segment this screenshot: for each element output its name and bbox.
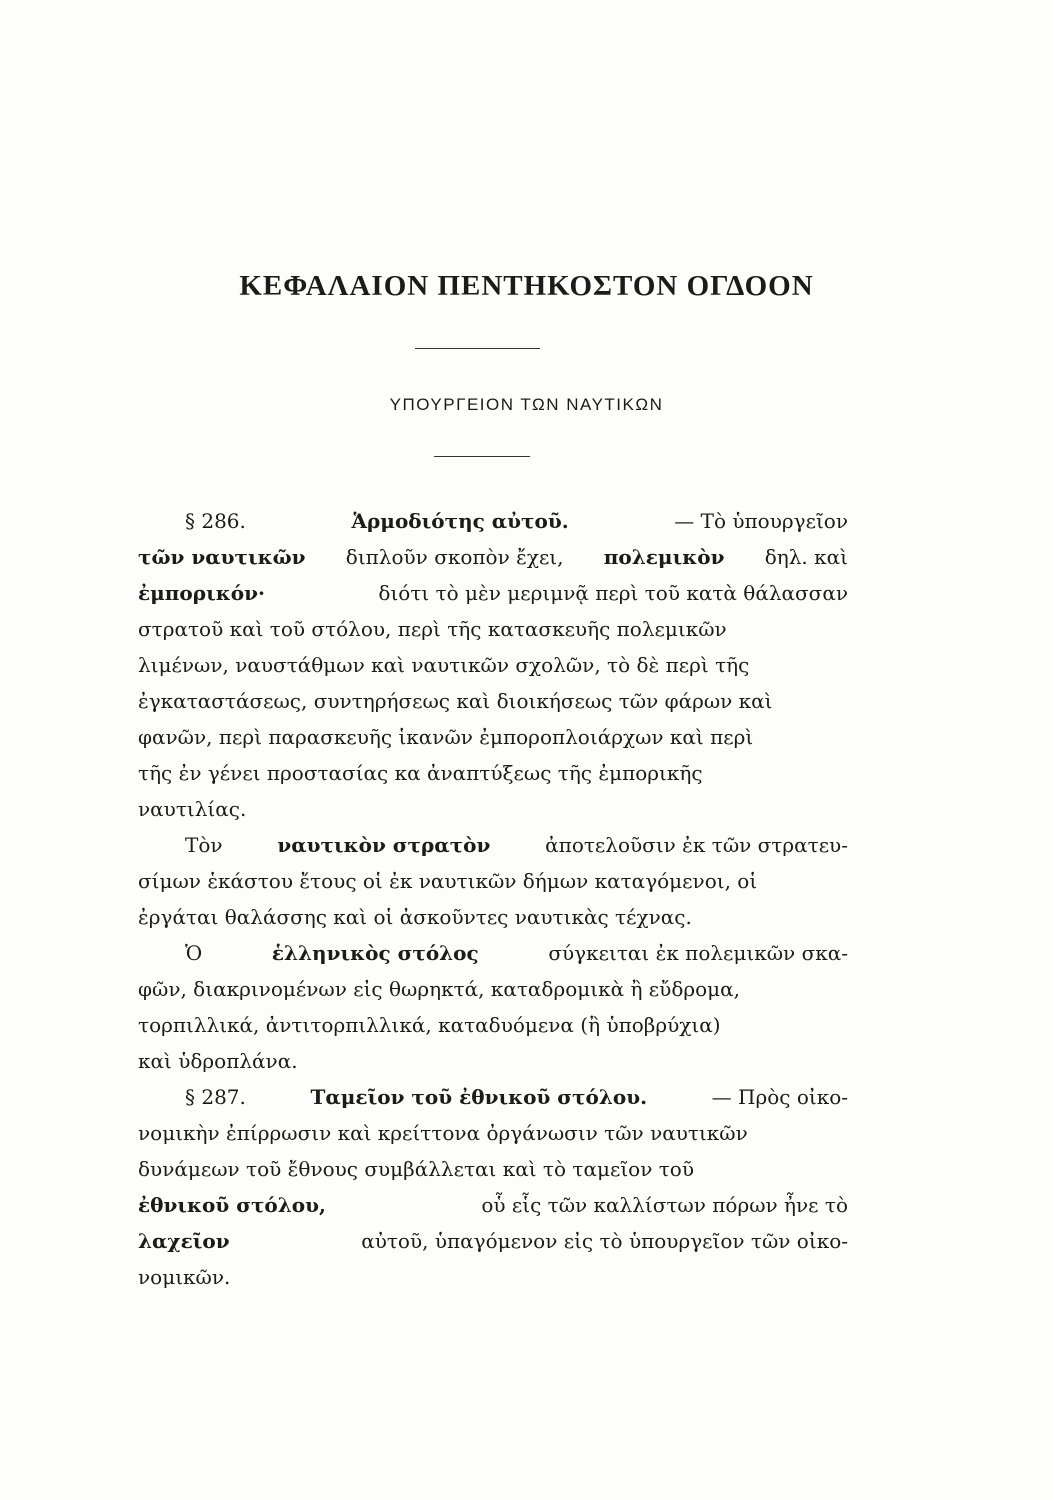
text-fragment: τῆς ἐν γένει προστασίας κα ἀναπτύξεως τῆς ἐμπορικῆς <box>138 761 703 785</box>
text-fragment: φανῶν, περὶ παρασκευῆς ἱκανῶν ἐμποροπλοιάρχων καὶ περὶ <box>138 725 754 749</box>
text-line <box>185 1079 848 1115</box>
text-fragment: τορπιλλικά, ἀντιτορπιλλικά, καταδυόμενα (ἢ ὑποβρύχια) <box>138 1013 721 1037</box>
text-fragment: ἐγκαταστάσεως, συντηρήσεως καὶ διοικήσεως τῶν φάρων καὶ <box>138 689 773 713</box>
text-line <box>138 1043 848 1079</box>
text-line <box>138 791 848 827</box>
text-line <box>185 935 848 971</box>
text-line <box>138 971 848 1007</box>
text-line <box>138 719 848 755</box>
section-subtitle: ΥΠΟΥΡΓΕΙΟΝ ΤΩΝ ΝΑΥΤΙΚΩΝ <box>389 395 664 414</box>
text-fragment: ναυτιλίας. <box>138 797 247 821</box>
text-fragment: διότι τὸ μὲν μεριμνᾷ περὶ τοῦ κατὰ θάλασσαν <box>378 581 848 605</box>
text-fragment: στρατοῦ καὶ τοῦ στόλου, περὶ τῆς κατασκευῆς πολεμικῶν <box>138 617 727 641</box>
bold-term: ναυτικὸν στρατὸν <box>277 833 491 857</box>
text-fragment: ἐργάται θαλάσσης καὶ οἱ ἀσκοῦντες ναυτικὰς τέχνας. <box>138 905 692 929</box>
text-line <box>138 575 848 611</box>
text-fragment: σύγκειται ἐκ πολεμικῶν σκα- <box>548 941 848 965</box>
bold-term: τῶν ναυτικῶν <box>138 545 306 569</box>
section-number: § 286. <box>185 509 246 533</box>
text-fragment: οὗ εἷς τῶν καλλίστων πόρων ἦνε τὸ <box>481 1193 848 1217</box>
text-fragment: νομικὴν ἐπίρρωσιν καὶ κρείττονα ὀργάνωσιν τῶν ναυτικῶν <box>138 1121 748 1145</box>
text-fragment: σίμων ἑκάστου ἔτους οἱ ἐκ ναυτικῶν δήμων καταγόμενοι, οἱ <box>138 869 758 893</box>
bold-term: λαχεῖον <box>138 1229 230 1253</box>
text-fragment: — Τὸ ὑπουργεῖον <box>674 509 848 533</box>
bold-term: πολεμικὸν <box>603 545 725 569</box>
chapter-title: ΚΕΦΑΛΑΙΟΝ ΠΕΝΤΗΚΟΣΤΟΝ ΟΓΔΟΟΝ <box>239 270 814 302</box>
text-line <box>138 1187 848 1223</box>
text-line <box>138 539 848 575</box>
section-number: § 287. <box>185 1085 246 1109</box>
text-line <box>138 647 848 683</box>
text-line <box>138 755 848 791</box>
text-line <box>138 683 848 719</box>
text-line <box>138 899 848 935</box>
text-line <box>185 503 848 539</box>
text-line <box>138 1223 848 1259</box>
bold-term: ἐθνικοῦ στόλου, <box>138 1193 326 1217</box>
text-fragment: Τὸν <box>185 833 223 857</box>
text-fragment: Ὁ <box>185 941 203 965</box>
text-line <box>138 611 848 647</box>
bold-term: ἑλληνικὸς στόλος <box>271 941 479 965</box>
section-heading: Ἁρμοδιότης αὐτοῦ. <box>351 509 569 533</box>
text-fragment: — Πρὸς οἰκο- <box>711 1085 848 1109</box>
text-line <box>138 1007 848 1043</box>
bold-term: ἐμπορικόν· <box>138 581 265 605</box>
text-fragment: νομικῶν. <box>138 1265 231 1289</box>
divider-top <box>415 348 540 349</box>
text-fragment: ἀποτελοῦσιν ἐκ τῶν στρατευ- <box>545 833 848 857</box>
text-line <box>185 827 848 863</box>
text-fragment: διπλοῦν σκοπὸν ἔχει, <box>345 545 564 569</box>
text-fragment: δηλ. καὶ <box>764 545 848 569</box>
text-fragment: δυνάμεων τοῦ ἔθνους συμβάλλεται καὶ τὸ ταμεῖον τοῦ <box>138 1157 694 1181</box>
text-fragment: φῶν, διακρινομένων εἰς θωρηκτά, καταδρομικὰ ἢ εὔδρομα, <box>138 977 741 1001</box>
text-line <box>138 863 848 899</box>
text-fragment: καὶ ὑδροπλάνα. <box>138 1049 298 1073</box>
text-line <box>138 1259 848 1295</box>
divider-bottom <box>434 456 530 457</box>
text-fragment: λιμένων, ναυστάθμων καὶ ναυτικῶν σχολῶν, τὸ δὲ περὶ τῆς <box>138 653 750 677</box>
text-line <box>138 1115 848 1151</box>
section-heading: Ταμεῖον τοῦ ἐθνικοῦ στόλου. <box>310 1085 648 1109</box>
text-fragment: αὐτοῦ, ὑπαγόμενον εἰς τὸ ὑπουργεῖον τῶν οἰκο- <box>361 1229 848 1253</box>
text-line <box>138 1151 848 1187</box>
